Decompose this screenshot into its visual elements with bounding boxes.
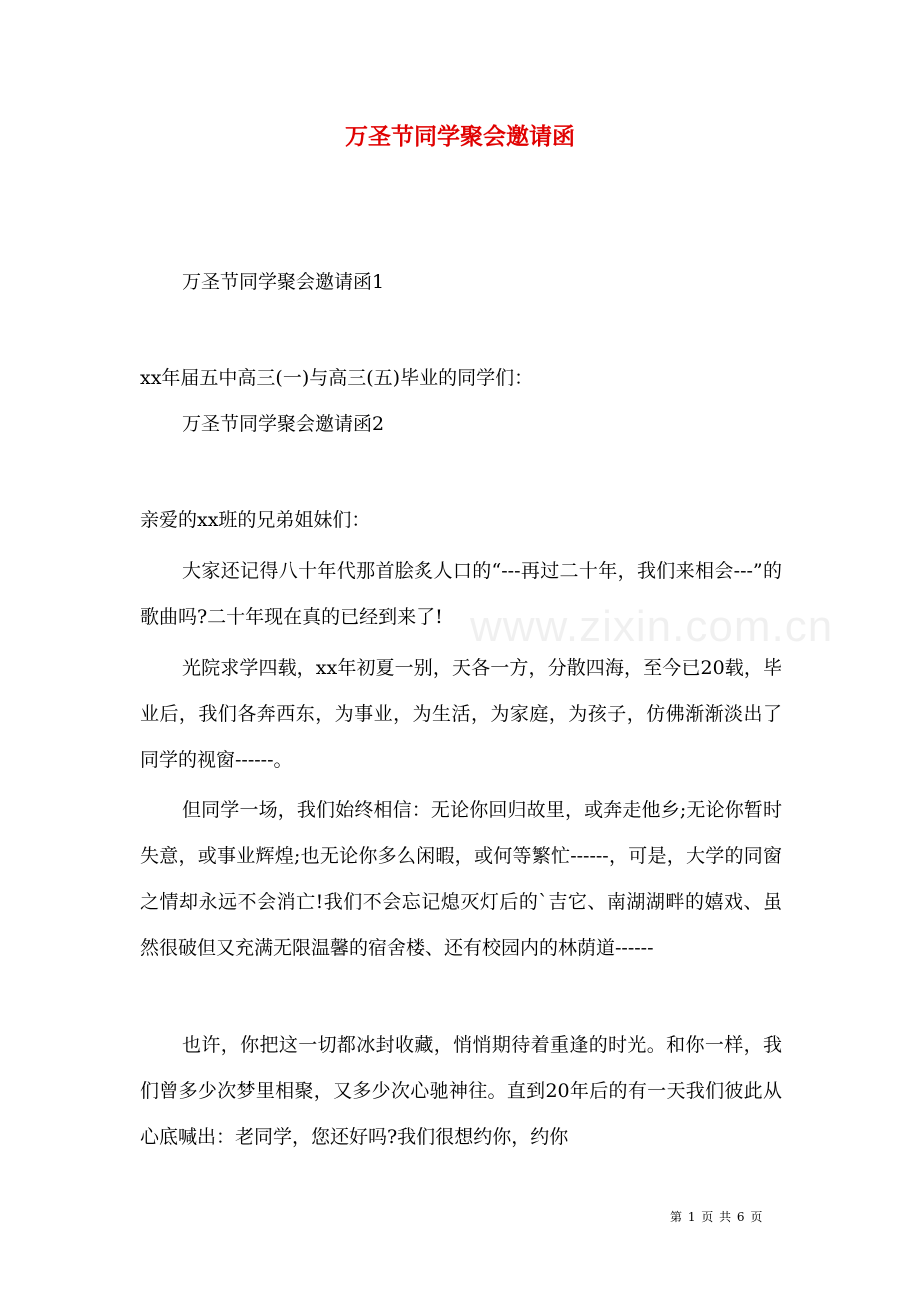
paragraph-body-1: 大家还记得八十年代那首脍炙人口的“---再过二十年，我们来相会---”的歌曲吗?二十年现在真的已经到来了!	[140, 560, 782, 628]
document-title: 万圣节同学聚会邀请函	[345, 123, 575, 150]
paragraph-body-2: 光院求学四载，xx年初夏一别，天各一方，分散四海，至今已20载，毕业后，我们各奔西东，为事业，为生活，为家庭，为孩子，仿佛渐渐淡出了同学的视窗------。	[140, 657, 782, 771]
paragraph-greeting-1: xx年届五中高三(一)与高三(五)毕业的同学们：	[140, 367, 534, 389]
paragraph-body-3: 但同学一场，我们始终相信：无论你回归故里，或奔走他乡;无论你暂时失意，或事业辉煌;也无论你多么闲暇，或何等繁忙------，可是，大学的同窗之情却永远不会消亡!我们不会忘记熄灭灯后的`吉它、南湖湖畔的嬉戏、虽然很破但又充满无限温馨的宿舍楼、还有校园内的林荫道------	[140, 799, 782, 959]
page-footer: 第 1 页 共 6 页	[670, 1210, 764, 1224]
paragraph-body-4: 也许，你把这一切都冰封收藏，悄悄期待着重逢的时光。和你一样，我们曾多少次梦里相聚，又多少次心驰神往。直到20年后的有一天我们彼此从心底喊出：老同学，您还好吗?我们很想约你，约你	[140, 1034, 782, 1148]
paragraph-heading-2: 万圣节同学聚会邀请函2	[182, 413, 385, 435]
paragraph-heading-1: 万圣节同学聚会邀请函1	[182, 271, 385, 293]
watermark: www.zixin.com.cn	[470, 602, 834, 651]
paragraph-greeting-2: 亲爱的xx班的兄弟姐妹们：	[140, 509, 371, 531]
